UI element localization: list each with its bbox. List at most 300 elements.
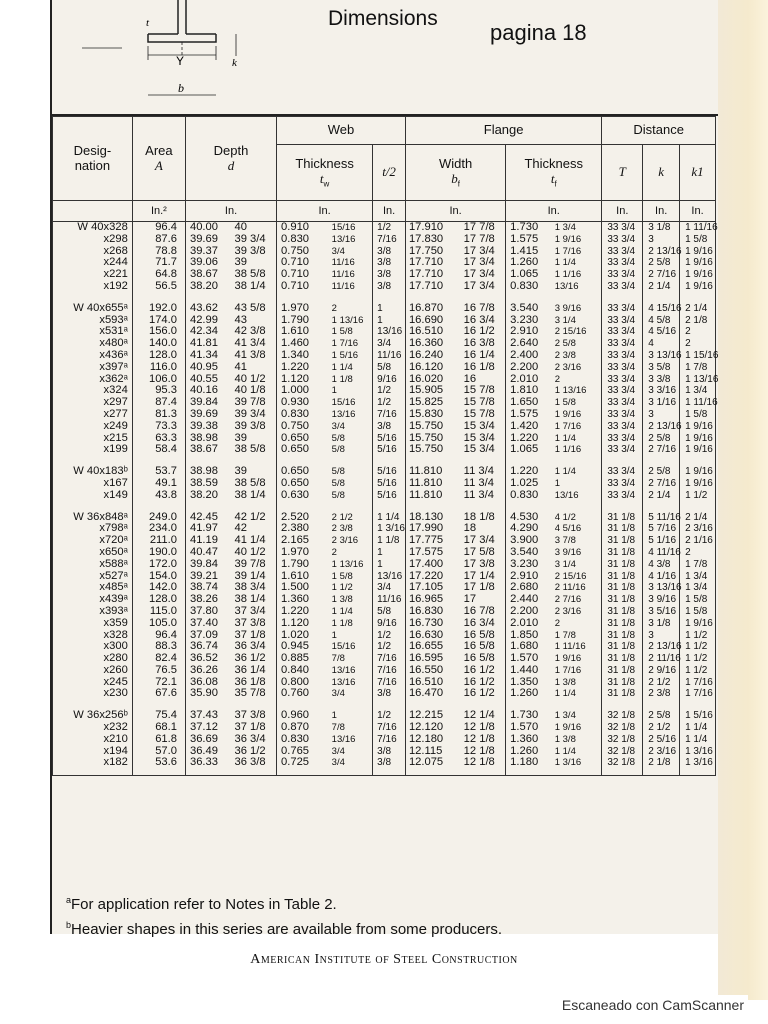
cell-flange-width-decimal: 16.830 (405, 606, 460, 618)
cell-distance-k1: 1 11/16 (680, 397, 716, 409)
cell-flange-thickness-fraction: 1 1/4 (553, 746, 602, 758)
cell-distance-T: 31 1/8 (602, 512, 643, 524)
cell-flange-thickness-decimal: 1.260 (506, 746, 553, 758)
cell-flange-thickness-fraction: 1 11/16 (553, 641, 602, 653)
cell-flange-width-decimal: 16.655 (405, 641, 460, 653)
cell-web-half: 9/16 (373, 618, 406, 630)
cell-flange-width-fraction: 17 3/4 (461, 535, 506, 547)
cell-distance-k: 2 1/4 (643, 490, 680, 502)
cell-designation: x194 (53, 746, 133, 758)
cell-distance-k1: 2 3/16 (680, 523, 716, 535)
table-row (53, 257, 716, 269)
spacer-cell (553, 293, 602, 303)
cell-web-thickness-fraction: 2 1/2 (328, 512, 373, 524)
cell-flange-width-decimal: 15.750 (405, 421, 460, 433)
cell-flange-thickness-fraction: 2 15/16 (553, 571, 602, 583)
table-row (53, 688, 716, 700)
cell-web-thickness-fraction: 5/8 (328, 490, 373, 502)
cell-distance-T: 33 3/4 (602, 385, 643, 397)
cell-depth-decimal: 37.80 (185, 606, 230, 618)
cell-flange-width-fraction: 15 3/4 (461, 444, 506, 456)
cell-depth-fraction: 36 3/4 (230, 641, 276, 653)
cell-web-thickness-decimal: 0.650 (277, 444, 328, 456)
cell-flange-width-decimal: 12.180 (405, 734, 460, 746)
cell-area: 88.3 (132, 641, 185, 653)
cell-designation: x199 (53, 444, 133, 456)
cell-flange-thickness-decimal: 2.200 (506, 606, 553, 618)
cell-area: 116.0 (132, 362, 185, 374)
spacer-cell (643, 456, 680, 466)
cell-web-thickness-fraction: 1 1/4 (328, 362, 373, 374)
cell-depth-decimal: 39.84 (185, 559, 230, 571)
cell-depth-fraction: 38 5/8 (230, 444, 276, 456)
cell-flange-thickness-fraction: 4 1/2 (553, 512, 602, 524)
cell-depth-fraction: 41 3/8 (230, 350, 276, 362)
table-row (53, 385, 716, 397)
cell-depth-decimal: 36.49 (185, 746, 230, 758)
cell-web-thickness-decimal: 0.650 (277, 433, 328, 445)
cell-flange-width-decimal: 17.710 (405, 269, 460, 281)
cell-flange-width-decimal: 16.360 (405, 338, 460, 350)
cell-area: 192.0 (132, 303, 185, 315)
cell-web-thickness-decimal: 1.610 (277, 571, 328, 583)
cell-flange-width-decimal: 16.240 (405, 350, 460, 362)
cell-distance-k1: 1 7/8 (680, 362, 716, 374)
cell-distance-k1: 1 1/2 (680, 653, 716, 665)
col-flange-thickness-label: Thickness (524, 155, 583, 171)
cell-designation: x298 (53, 234, 133, 246)
cell-area: 81.3 (132, 409, 185, 421)
cell-area: 72.1 (132, 677, 185, 689)
cell-depth-decimal: 38.98 (185, 466, 230, 478)
cell-flange-width-fraction: 16 5/8 (461, 630, 506, 642)
cell-web-thickness-decimal: 0.945 (277, 641, 328, 653)
cell-web-half: 1 (373, 315, 406, 327)
cell-flange-width-fraction: 11 3/4 (461, 466, 506, 478)
cell-flange-thickness-fraction: 2 3/16 (553, 606, 602, 618)
cell-flange-thickness-fraction: 1 9/16 (553, 722, 602, 734)
unit-flange-thickness: In. (506, 201, 602, 222)
cell-flange-thickness-decimal: 1.730 (506, 710, 553, 722)
cell-designation: x324 (53, 385, 133, 397)
cell-web-thickness-decimal: 1.220 (277, 606, 328, 618)
cell-flange-thickness-fraction: 1 1/4 (553, 433, 602, 445)
cell-flange-width-decimal: 18.130 (405, 512, 460, 524)
col-web-thickness: Thickness $t_w$ (277, 145, 373, 201)
footnote-b-text: Heavier shapes in this series are available from some producers. (71, 921, 503, 938)
cell-distance-k: 3 (643, 630, 680, 642)
cell-area: 58.4 (132, 444, 185, 456)
cell-flange-thickness-fraction: 4 5/16 (553, 523, 602, 535)
cell-flange-width-fraction: 16 5/8 (461, 653, 506, 665)
cell-web-half: 5/16 (373, 466, 406, 478)
dimensions-table-body (53, 221, 719, 776)
cell-designation: x650ᵃ (53, 547, 133, 559)
cell-web-half: 3/8 (373, 421, 406, 433)
cell-depth-decimal: 35.90 (185, 688, 230, 700)
cell-distance-T: 31 1/8 (602, 547, 643, 559)
cell-web-thickness-decimal: 0.910 (277, 222, 328, 234)
cell-flange-thickness-fraction: 1 3/16 (553, 757, 602, 775)
cell-flange-width-fraction: 16 1/2 (461, 326, 506, 338)
cell-distance-T: 31 1/8 (602, 653, 643, 665)
cell-web-thickness-decimal: 0.710 (277, 281, 328, 293)
spacer-cell (602, 293, 643, 303)
cell-distance-T: 33 3/4 (602, 222, 643, 234)
cell-depth-fraction: 39 3/4 (230, 234, 276, 246)
unit-depth: In. (185, 201, 276, 222)
cell-distance-k: 2 5/8 (643, 257, 680, 269)
cell-web-thickness-fraction: 2 3/16 (328, 535, 373, 547)
cell-area: 234.0 (132, 523, 185, 535)
spacer-cell (328, 293, 373, 303)
cell-web-thickness-fraction: 7/8 (328, 653, 373, 665)
cell-distance-T: 33 3/4 (602, 246, 643, 258)
cell-web-thickness-decimal: 1.970 (277, 547, 328, 559)
cell-distance-k: 2 5/8 (643, 466, 680, 478)
cell-depth-fraction: 39 (230, 433, 276, 445)
table-row (53, 757, 716, 775)
cell-distance-k: 3 5/16 (643, 606, 680, 618)
cell-distance-T: 31 1/8 (602, 523, 643, 535)
spacer-cell (328, 502, 373, 512)
cell-designation: x260 (53, 665, 133, 677)
cell-depth-fraction: 37 1/8 (230, 722, 276, 734)
cell-depth-decimal: 42.45 (185, 512, 230, 524)
table-row (53, 606, 716, 618)
cell-flange-width-fraction: 16 3/4 (461, 618, 506, 630)
cell-flange-thickness-decimal: 2.910 (506, 571, 553, 583)
unit-flange-width: In. (405, 201, 505, 222)
cell-area: 172.0 (132, 559, 185, 571)
cell-distance-T: 33 3/4 (602, 326, 643, 338)
cell-flange-thickness-fraction: 2 7/16 (553, 594, 602, 606)
cell-flange-width-decimal: 17.830 (405, 234, 460, 246)
cell-distance-T: 33 3/4 (602, 478, 643, 490)
cell-web-thickness-fraction: 1 1/8 (328, 374, 373, 386)
col-designation: Desig- nation (53, 117, 133, 201)
cell-area: 115.0 (132, 606, 185, 618)
cell-distance-k: 2 1/8 (643, 757, 680, 775)
cell-distance-T: 33 3/4 (602, 315, 643, 327)
cell-distance-k1: 1 7/8 (680, 559, 716, 571)
cell-area: 76.5 (132, 665, 185, 677)
cell-flange-thickness-fraction: 1 3/4 (553, 222, 602, 234)
cell-flange-thickness-decimal: 1.180 (506, 757, 553, 775)
cell-designation: x328 (53, 630, 133, 642)
cell-designation: x249 (53, 421, 133, 433)
col-depth (185, 117, 276, 201)
cell-distance-k: 4 15/16 (643, 303, 680, 315)
cell-flange-width-fraction: 17 7/8 (461, 234, 506, 246)
cell-designation: x221 (53, 269, 133, 281)
cell-web-half: 7/16 (373, 722, 406, 734)
cell-depth-fraction: 35 7/8 (230, 688, 276, 700)
cell-flange-thickness-fraction: 2 3/8 (553, 350, 602, 362)
cell-flange-thickness-fraction: 1 1/4 (553, 688, 602, 700)
cell-web-half: 9/16 (373, 374, 406, 386)
col-area-symbol: A (154, 157, 163, 173)
cell-web-thickness-fraction: 1 5/8 (328, 326, 373, 338)
cell-web-thickness-decimal: 0.650 (277, 478, 328, 490)
cell-area: 154.0 (132, 571, 185, 583)
cell-web-thickness-decimal: 1.020 (277, 630, 328, 642)
cell-flange-width-decimal: 15.825 (405, 397, 460, 409)
cell-flange-width-decimal: 15.830 (405, 409, 460, 421)
cell-flange-thickness-decimal: 1.360 (506, 734, 553, 746)
footnote-a: $^a$For application refer to Notes in Table 2. (66, 895, 337, 913)
table-row (53, 547, 716, 559)
cell-web-half: 3/8 (373, 281, 406, 293)
cell-flange-thickness-fraction: 13/16 (553, 281, 602, 293)
col-distance-k1 (680, 145, 716, 201)
cell-distance-k: 5 11/16 (643, 512, 680, 524)
cell-web-half: 1 (373, 303, 406, 315)
cell-web-thickness-fraction: 11/16 (328, 281, 373, 293)
cell-flange-thickness-decimal: 1.220 (506, 466, 553, 478)
cell-flange-thickness-decimal: 1.680 (506, 641, 553, 653)
cell-web-half: 1 3/16 (373, 523, 406, 535)
cell-web-thickness-fraction: 1 1/8 (328, 618, 373, 630)
cell-depth-fraction: 38 1/4 (230, 594, 276, 606)
cell-distance-k: 3 13/16 (643, 582, 680, 594)
cell-web-half: 1/2 (373, 641, 406, 653)
cell-web-thickness-decimal: 0.760 (277, 688, 328, 700)
cell-depth-fraction: 37 3/8 (230, 710, 276, 722)
table-row (53, 409, 716, 421)
cell-distance-k: 2 9/16 (643, 665, 680, 677)
cell-distance-T: 33 3/4 (602, 234, 643, 246)
cell-flange-thickness-decimal: 1.850 (506, 630, 553, 642)
cell-depth-fraction: 39 3/8 (230, 246, 276, 258)
cell-web-thickness-fraction: 1 (328, 630, 373, 642)
cell-flange-width-fraction: 17 7/8 (461, 222, 506, 234)
cell-flange-width-decimal: 11.810 (405, 466, 460, 478)
cell-web-half: 1/2 (373, 385, 406, 397)
cell-flange-width-fraction: 15 3/4 (461, 421, 506, 433)
cell-web-thickness-fraction: 7/8 (328, 722, 373, 734)
cell-web-half: 1 1/4 (373, 512, 406, 524)
cell-distance-k: 4 (643, 338, 680, 350)
publisher-footer: American Institute of Steel Construction (250, 952, 518, 967)
spacer-cell (643, 700, 680, 710)
cell-distance-k1: 1 3/16 (680, 746, 716, 758)
cell-flange-width-decimal: 16.020 (405, 374, 460, 386)
table-row (53, 362, 716, 374)
cell-flange-thickness-fraction: 1 9/16 (553, 653, 602, 665)
cell-distance-k: 2 5/8 (643, 433, 680, 445)
cell-distance-T: 33 3/4 (602, 374, 643, 386)
cell-flange-width-decimal: 17.105 (405, 582, 460, 594)
cell-depth-decimal: 38.20 (185, 490, 230, 502)
table-row (53, 303, 716, 315)
cell-designation: x277 (53, 409, 133, 421)
cell-designation: x480ᵃ (53, 338, 133, 350)
cell-designation: x232 (53, 722, 133, 734)
cell-designation: x362ᵃ (53, 374, 133, 386)
cell-flange-width-fraction: 12 1/8 (461, 746, 506, 758)
group-spacer (53, 456, 716, 466)
cell-depth-fraction: 39 3/4 (230, 409, 276, 421)
cell-distance-k: 2 1/2 (643, 722, 680, 734)
cell-distance-k: 4 3/8 (643, 559, 680, 571)
cell-web-thickness-decimal: 0.800 (277, 677, 328, 689)
cell-web-thickness-fraction: 1 (328, 710, 373, 722)
col-distance-T (602, 145, 643, 201)
cell-distance-T: 31 1/8 (602, 688, 643, 700)
cell-depth-decimal: 36.33 (185, 757, 230, 775)
cell-flange-thickness-decimal: 1.650 (506, 397, 553, 409)
cell-depth-fraction: 39 (230, 257, 276, 269)
cell-area: 49.1 (132, 478, 185, 490)
cell-flange-width-decimal: 17.710 (405, 257, 460, 269)
cell-flange-thickness-decimal: 4.290 (506, 523, 553, 535)
cell-depth-fraction: 36 3/8 (230, 757, 276, 775)
cell-web-half: 13/16 (373, 326, 406, 338)
cell-flange-width-decimal: 16.870 (405, 303, 460, 315)
cell-flange-thickness-fraction: 1 7/16 (553, 665, 602, 677)
cell-flange-thickness-decimal: 3.230 (506, 315, 553, 327)
cell-web-thickness-decimal: 0.840 (277, 665, 328, 677)
cell-designation: W 40x183ᵇ (53, 466, 133, 478)
cell-depth-decimal: 37.43 (185, 710, 230, 722)
cell-distance-T: 31 1/8 (602, 535, 643, 547)
cell-designation: x210 (53, 734, 133, 746)
cell-web-thickness-decimal: 1.120 (277, 374, 328, 386)
cell-designation: x527ᵃ (53, 571, 133, 583)
cell-depth-decimal: 41.81 (185, 338, 230, 350)
cell-area: 56.5 (132, 281, 185, 293)
cell-flange-width-decimal: 12.215 (405, 710, 460, 722)
cell-web-thickness-decimal: 1.360 (277, 594, 328, 606)
col-distance-k-label: k (658, 164, 665, 180)
cell-distance-k: 5 1/16 (643, 535, 680, 547)
cell-distance-k1: 1 9/16 (680, 444, 716, 456)
cell-distance-k1: 1 9/16 (680, 246, 716, 258)
cell-flange-width-fraction: 15 7/8 (461, 409, 506, 421)
spacer-cell (602, 456, 643, 466)
cell-designation: x280 (53, 653, 133, 665)
cell-designation: x230 (53, 688, 133, 700)
cell-depth-decimal: 40.16 (185, 385, 230, 397)
cell-distance-k: 5 7/16 (643, 523, 680, 535)
cell-distance-k1: 1 9/16 (680, 421, 716, 433)
cell-web-thickness-decimal: 1.000 (277, 385, 328, 397)
col-web-thickness-label: Thickness (295, 155, 354, 171)
cell-flange-width-decimal: 17.575 (405, 547, 460, 559)
cell-web-thickness-decimal: 1.500 (277, 582, 328, 594)
cell-depth-fraction: 38 3/4 (230, 582, 276, 594)
cell-flange-width-fraction: 12 1/8 (461, 757, 506, 775)
cell-flange-thickness-decimal: 1.730 (506, 222, 553, 234)
cell-flange-width-fraction: 16 7/8 (461, 606, 506, 618)
cell-distance-k: 3 3/8 (643, 374, 680, 386)
cell-web-thickness-decimal: 1.220 (277, 362, 328, 374)
cell-distance-k: 3 5/8 (643, 362, 680, 374)
cell-web-thickness-fraction: 1 1/4 (328, 606, 373, 618)
cell-distance-k1: 1 5/8 (680, 594, 716, 606)
col-group-flange: Flange (405, 117, 601, 145)
cell-depth-fraction: 37 1/8 (230, 630, 276, 642)
cell-distance-k1: 1 5/8 (680, 606, 716, 618)
cell-flange-thickness-fraction: 1 9/16 (553, 234, 602, 246)
cell-web-half: 1 1/8 (373, 535, 406, 547)
cell-area: 128.0 (132, 594, 185, 606)
cell-flange-width-decimal: 16.470 (405, 688, 460, 700)
cell-flange-thickness-fraction: 1 9/16 (553, 409, 602, 421)
cell-area: 64.8 (132, 269, 185, 281)
cell-designation: x297 (53, 397, 133, 409)
cell-web-thickness-fraction: 1 5/8 (328, 571, 373, 583)
cell-flange-width-fraction: 16 7/8 (461, 303, 506, 315)
cell-flange-thickness-decimal: 2.440 (506, 594, 553, 606)
cell-distance-T: 33 3/4 (602, 444, 643, 456)
cell-flange-thickness-fraction: 2 11/16 (553, 582, 602, 594)
cell-distance-k: 2 1/4 (643, 281, 680, 293)
cell-flange-thickness-decimal: 2.010 (506, 618, 553, 630)
cell-designation: x397ᵃ (53, 362, 133, 374)
cell-depth-fraction: 43 (230, 315, 276, 327)
cell-web-half: 3/8 (373, 246, 406, 258)
cell-web-thickness-decimal: 1.790 (277, 559, 328, 571)
cell-designation: W 36x848ᵃ (53, 512, 133, 524)
cell-area: 106.0 (132, 374, 185, 386)
cell-web-thickness-decimal: 1.340 (277, 350, 328, 362)
cell-web-thickness-decimal: 0.750 (277, 421, 328, 433)
cell-flange-thickness-decimal: 1.025 (506, 478, 553, 490)
cell-depth-decimal: 40.55 (185, 374, 230, 386)
spacer-cell (680, 700, 716, 710)
cell-flange-thickness-fraction: 2 5/8 (553, 338, 602, 350)
figure-label-y: Y (176, 54, 185, 68)
col-group-distance: Distance (602, 117, 716, 145)
cell-flange-thickness-decimal: 2.640 (506, 338, 553, 350)
cell-area: 57.0 (132, 746, 185, 758)
cell-web-thickness-fraction: 3/4 (328, 688, 373, 700)
cell-distance-k1: 1 9/16 (680, 257, 716, 269)
cell-area: 142.0 (132, 582, 185, 594)
cell-distance-k1: 2 (680, 326, 716, 338)
cell-distance-k1: 2 (680, 338, 716, 350)
cell-depth-decimal: 41.19 (185, 535, 230, 547)
cell-area: 87.6 (132, 234, 185, 246)
table-row (53, 641, 716, 653)
cell-distance-k1: 1 5/16 (680, 710, 716, 722)
cell-distance-k1: 1 11/16 (680, 222, 716, 234)
cell-distance-k1: 1 9/16 (680, 433, 716, 445)
cell-web-thickness-decimal: 0.830 (277, 234, 328, 246)
cell-web-thickness-decimal: 2.380 (277, 523, 328, 535)
unit-web-half: In. (373, 201, 406, 222)
unit-k: In. (643, 201, 680, 222)
col-distance-T-label: T (618, 164, 626, 180)
page-title: Dimensions (328, 7, 438, 30)
cell-web-thickness-fraction: 2 (328, 303, 373, 315)
cell-depth-decimal: 37.12 (185, 722, 230, 734)
cell-designation: x192 (53, 281, 133, 293)
cell-depth-decimal: 38.74 (185, 582, 230, 594)
cell-depth-fraction: 39 7/8 (230, 559, 276, 571)
cell-web-thickness-fraction: 1 3/8 (328, 594, 373, 606)
cell-area: 190.0 (132, 547, 185, 559)
cell-distance-k: 2 3/8 (643, 688, 680, 700)
cell-depth-fraction: 41 1/4 (230, 535, 276, 547)
cell-web-thickness-decimal: 0.630 (277, 490, 328, 502)
cell-distance-T: 31 1/8 (602, 594, 643, 606)
cell-web-half: 7/16 (373, 677, 406, 689)
cell-designation: W 36x256ᵇ (53, 710, 133, 722)
cell-flange-width-decimal: 16.510 (405, 677, 460, 689)
